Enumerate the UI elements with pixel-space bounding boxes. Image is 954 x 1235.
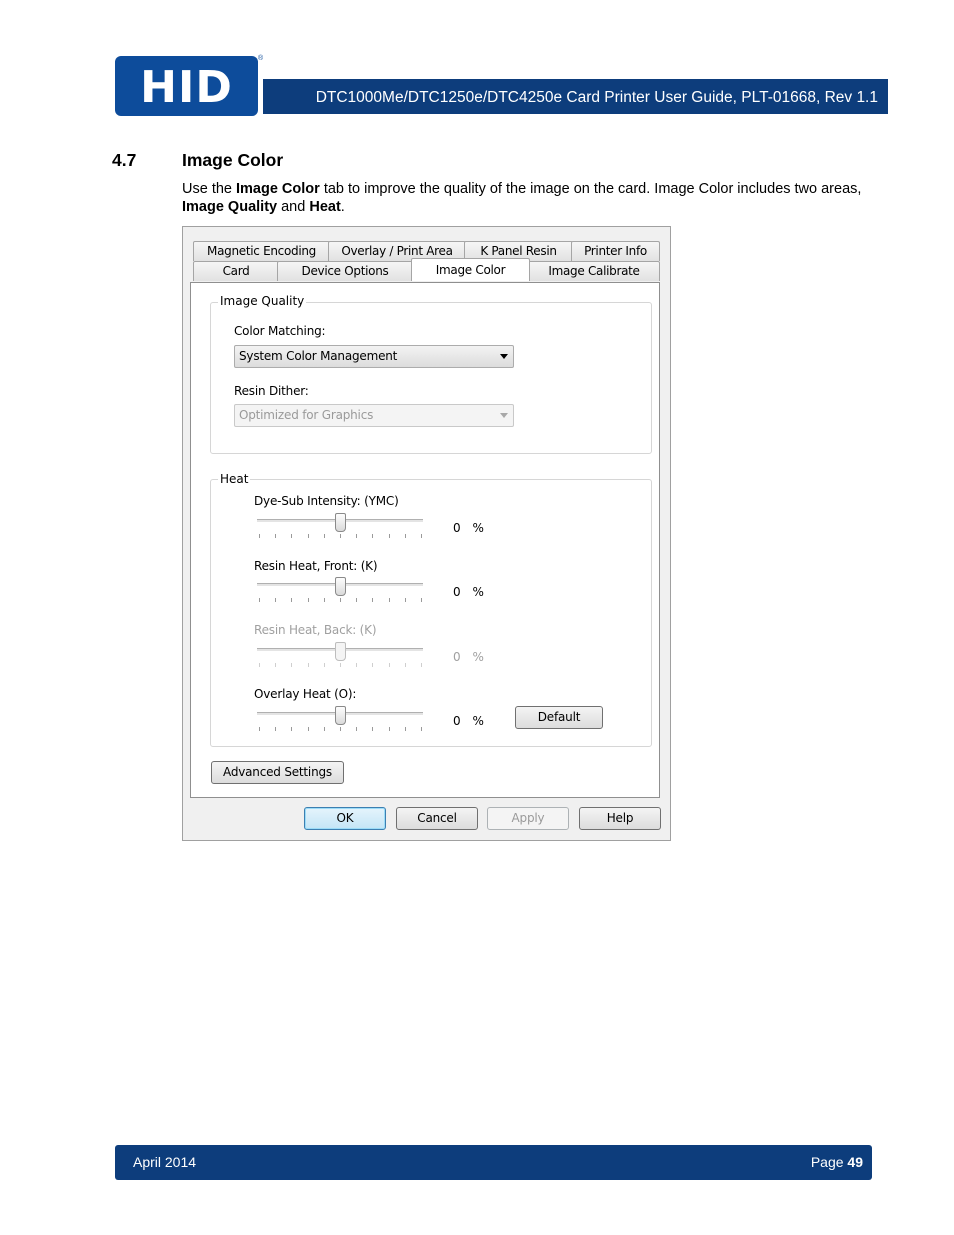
slider-tick (421, 534, 422, 538)
slider-tick (324, 727, 325, 731)
document-title: DTC1000Me/DTC1250e/DTC4250e Card Printer User Guide, PLT-01668, Rev 1.1 (315, 89, 878, 106)
heat-legend: Heat (220, 472, 249, 486)
slider-tick (405, 727, 406, 731)
slider-tick (340, 598, 341, 602)
hid-logo (115, 56, 258, 116)
ok-button[interactable]: OK (304, 807, 386, 830)
intro-text-4: . (340, 199, 345, 215)
page-label: Page (810, 1154, 848, 1170)
printer-properties-dialog (182, 226, 671, 841)
resin-heat-front-label: Resin Heat, Front: (K) (254, 559, 378, 573)
slider-tick (275, 598, 276, 602)
dye-sub-intensity-label: Dye-Sub Intensity: (YMC) (254, 494, 399, 508)
default-button[interactable]: Default (515, 706, 603, 729)
slider-tick (275, 727, 276, 731)
dye-sub-intensity-slider[interactable] (255, 513, 425, 539)
slider-tick (340, 534, 341, 538)
footer-bar (115, 1145, 872, 1180)
chevron-down-icon[interactable] (500, 354, 508, 359)
intro-bold-image-quality: Image Quality (182, 199, 278, 215)
intro-text-2: tab to improve the quality of the image on the card. Image Color includes two areas, (319, 181, 862, 197)
page-number: 49 (847, 1154, 863, 1170)
slider-tick (421, 727, 422, 731)
intro-paragraph (182, 180, 877, 216)
slider-thumb[interactable] (335, 642, 346, 661)
resin-dither-value: Optimized for Graphics (239, 408, 374, 422)
overlay-heat-slider[interactable] (255, 706, 425, 732)
slider-tick (324, 663, 325, 667)
slider-tick (259, 534, 260, 538)
slider-tick (372, 534, 373, 538)
resin-heat-front-value: 0 % (453, 585, 488, 599)
section-number: 4.7 (112, 150, 137, 170)
section-title: Image Color (182, 150, 284, 170)
slider-tick (421, 663, 422, 667)
slider-tick (340, 663, 341, 667)
slider-thumb[interactable] (335, 513, 346, 532)
slider-tick (259, 598, 260, 602)
slider-tick (275, 534, 276, 538)
slider-tick (275, 663, 276, 667)
chevron-down-icon[interactable] (500, 413, 508, 418)
slider-tick (291, 598, 292, 602)
tab-image-color[interactable]: Image Color (411, 258, 530, 281)
apply-button[interactable]: Apply (487, 807, 569, 830)
overlay-heat-label: Overlay Heat (O): (254, 687, 357, 701)
slider-tick (405, 598, 406, 602)
tab-image-calibrate[interactable]: Image Calibrate (528, 261, 660, 281)
slider-tick (340, 727, 341, 731)
tab-overlay-print-area[interactable]: Overlay / Print Area (328, 241, 466, 261)
slider-tick (291, 663, 292, 667)
slider-tick (308, 534, 309, 538)
resin-heat-back-label: Resin Heat, Back: (K) (254, 623, 377, 637)
help-button[interactable]: Help (579, 807, 661, 830)
slider-tick (259, 727, 260, 731)
slider-tick (356, 534, 357, 538)
intro-bold-image-color: Image Color (236, 181, 320, 197)
registered-mark: ® (258, 55, 264, 62)
slider-tick (259, 663, 260, 667)
slider-tick (372, 727, 373, 731)
dye-sub-intensity-value: 0 % (453, 521, 488, 535)
tab-k-panel-resin[interactable]: K Panel Resin (464, 241, 573, 261)
logo-text: HID (140, 62, 233, 113)
color-matching-value: System Color Management (239, 349, 398, 363)
intro-text-3: and (277, 199, 310, 215)
tab-card[interactable]: Card (193, 261, 279, 281)
tab-magnetic-encoding[interactable]: Magnetic Encoding (193, 241, 330, 261)
slider-tick (308, 727, 309, 731)
slider-tick (389, 598, 390, 602)
slider-tick (405, 534, 406, 538)
slider-tick (356, 663, 357, 667)
slider-tick (389, 663, 390, 667)
image-quality-legend: Image Quality (220, 294, 305, 308)
overlay-heat-value: 0 % (453, 714, 488, 728)
slider-tick (291, 727, 292, 731)
advanced-settings-button[interactable]: Advanced Settings (211, 761, 344, 784)
slider-tick (308, 663, 309, 667)
header-bar (263, 79, 888, 114)
slider-tick (324, 534, 325, 538)
slider-tick (421, 598, 422, 602)
slider-thumb[interactable] (335, 706, 346, 725)
color-matching-label: Color Matching: (234, 324, 326, 338)
resin-heat-front-slider[interactable] (255, 577, 425, 603)
slider-thumb[interactable] (335, 577, 346, 596)
intro-bold-heat: Heat (309, 199, 341, 215)
resin-heat-back-slider[interactable] (255, 642, 425, 668)
slider-tick (356, 598, 357, 602)
intro-text-1: Use the (182, 181, 236, 197)
slider-tick (308, 598, 309, 602)
resin-dither-select[interactable] (234, 404, 514, 427)
slider-tick (356, 727, 357, 731)
color-matching-select[interactable] (234, 345, 514, 368)
footer-page (811, 1154, 863, 1170)
slider-tick (324, 598, 325, 602)
cancel-button[interactable]: Cancel (396, 807, 478, 830)
slider-tick (291, 534, 292, 538)
tab-panel (190, 282, 660, 798)
slider-tick (372, 663, 373, 667)
slider-tick (389, 727, 390, 731)
slider-tick (389, 534, 390, 538)
tab-device-options[interactable]: Device Options (277, 261, 413, 281)
slider-tick (405, 663, 406, 667)
resin-dither-label: Resin Dither: (234, 384, 309, 398)
tab-printer-info[interactable]: Printer Info (571, 241, 660, 261)
resin-heat-back-value: 0 % (453, 650, 488, 664)
slider-tick (372, 598, 373, 602)
footer-date: April 2014 (133, 1154, 197, 1170)
